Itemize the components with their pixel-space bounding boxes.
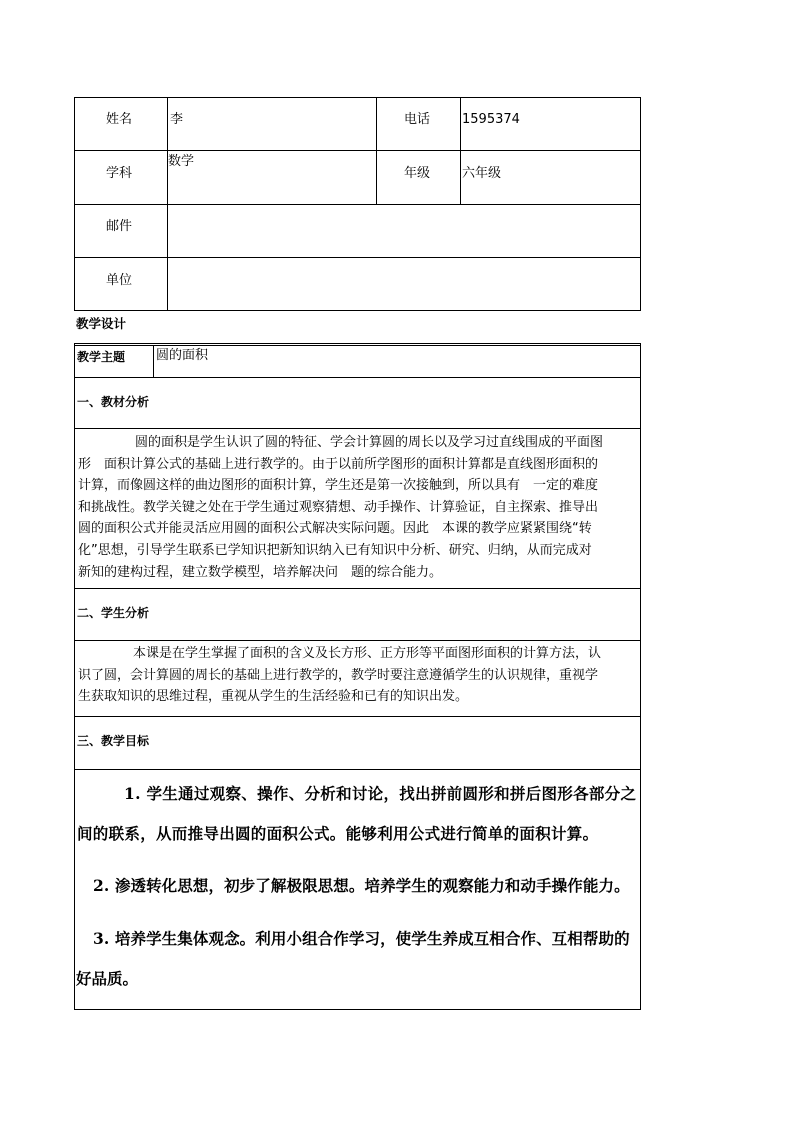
info-table-border-col2b bbox=[376, 150, 377, 205]
goal-2: 2. 渗透转化思想，初步了解极限思想。培养学生的观察能力和动手操作能力。 bbox=[93, 876, 630, 895]
design-border-bottom bbox=[74, 1009, 641, 1010]
section-1-text bbox=[78, 432, 638, 583]
info-table-border-top bbox=[74, 97, 641, 98]
info-table-border-right bbox=[640, 97, 641, 311]
section-2-line: 本课是在学生掌握了面积的含义及长方形、正方形等平面图形面积的计算方法，认 bbox=[133, 646, 602, 661]
goal-1-line-1: 1. 学生通过观察、操作、分析和讨论，找出拼前圆形和拼后图形各部分之 bbox=[124, 784, 637, 803]
section-1-heading: 一、教材分析 bbox=[77, 395, 150, 409]
section-1-line: 圆的面积公式并能灵活应用圆的面积公式解决实际问题。因此 本课的教学应紧紧围绕“转 bbox=[78, 521, 592, 537]
info-table-border-left bbox=[74, 97, 75, 311]
unit-label: 单位 bbox=[106, 273, 133, 288]
goal-3-line-1: 3. 培养学生集体观念。利用小组合作学习，使学生养成互相合作、互相帮助的 bbox=[93, 929, 630, 948]
info-table-border-col2 bbox=[376, 97, 377, 151]
info-table-border-row3 bbox=[74, 257, 641, 258]
section-2-line: 生获取知识的思维过程，重视从学生的生活经验和已有的知识出发。 bbox=[78, 689, 469, 705]
design-border-right bbox=[640, 343, 641, 1010]
info-table-border-bottom bbox=[74, 310, 641, 311]
name-value: 李 bbox=[170, 112, 184, 127]
design-border-top bbox=[74, 343, 641, 344]
grade-value: 六年级 bbox=[462, 166, 502, 181]
design-border-row6 bbox=[74, 769, 641, 770]
section-1-line: 化”思想，引导学生联系已学知识把新知识纳入已有知识中分析、研究、归纳，从而完成对 bbox=[78, 542, 592, 558]
design-border-row1 bbox=[74, 377, 641, 378]
design-border-topic-col bbox=[153, 345, 154, 378]
phone-value: 1595374 bbox=[462, 112, 520, 127]
subject-label: 学科 bbox=[106, 166, 133, 181]
info-table-border-col3 bbox=[460, 97, 461, 205]
design-border-row5 bbox=[74, 716, 641, 717]
section-2-line: 识了圆，会计算圆的周长的基础上进行教学的，教学时要注意遵循学生的认识规律，重视学 bbox=[78, 667, 599, 683]
subject-value: 数学 bbox=[168, 154, 195, 169]
info-table-border-row1 bbox=[74, 150, 641, 151]
section-1-line: 计算，而像圆这样的曲边图形的面积计算，学生还是第一次接触到，所以具有 一定的难度 bbox=[78, 478, 599, 494]
info-table-border-col1 bbox=[167, 97, 168, 311]
info-table-border-row2 bbox=[74, 204, 641, 205]
design-border-row4 bbox=[74, 640, 641, 641]
section-1-line: 新知的建构过程，建立数学模型，培养解决问 题的综合能力。 bbox=[78, 564, 443, 580]
design-border-top-inner bbox=[74, 345, 641, 346]
design-border-row2 bbox=[74, 428, 641, 429]
section-2-heading: 二、学生分析 bbox=[77, 606, 150, 620]
topic-value: 圆的面积 bbox=[156, 348, 209, 363]
goal-1-line-2: 间的联系，从而推导出圆的面积公式。能够利用公式进行简单的面积计算。 bbox=[77, 824, 599, 843]
section-1-line: 和挑战性。教学关键之处在于学生通过观察猜想、动手操作、计算验证，自主探索、推导出 bbox=[78, 499, 599, 515]
design-border-left bbox=[74, 343, 75, 1010]
section-title: 教学设计 bbox=[76, 316, 127, 331]
goal-3-line-2: 好品质。 bbox=[76, 969, 139, 988]
phone-label: 电话 bbox=[404, 112, 431, 127]
topic-label: 教学主题 bbox=[77, 350, 126, 364]
section-2-text bbox=[78, 643, 638, 708]
section-1-line: 圆的面积是学生认识了圆的特征、学会计算圆的周长以及学习过直线围成的平面图 bbox=[135, 435, 604, 450]
design-border-row3 bbox=[74, 588, 641, 589]
grade-label: 年级 bbox=[404, 166, 431, 181]
email-label: 邮件 bbox=[106, 219, 133, 234]
section-3-heading: 三、教学目标 bbox=[77, 734, 150, 748]
section-1-line: 形 面积计算公式的基础上进行教学的。由于以前所学图形的面积计算都是直线图形面积的 bbox=[78, 456, 599, 472]
name-label: 姓名 bbox=[106, 112, 133, 127]
